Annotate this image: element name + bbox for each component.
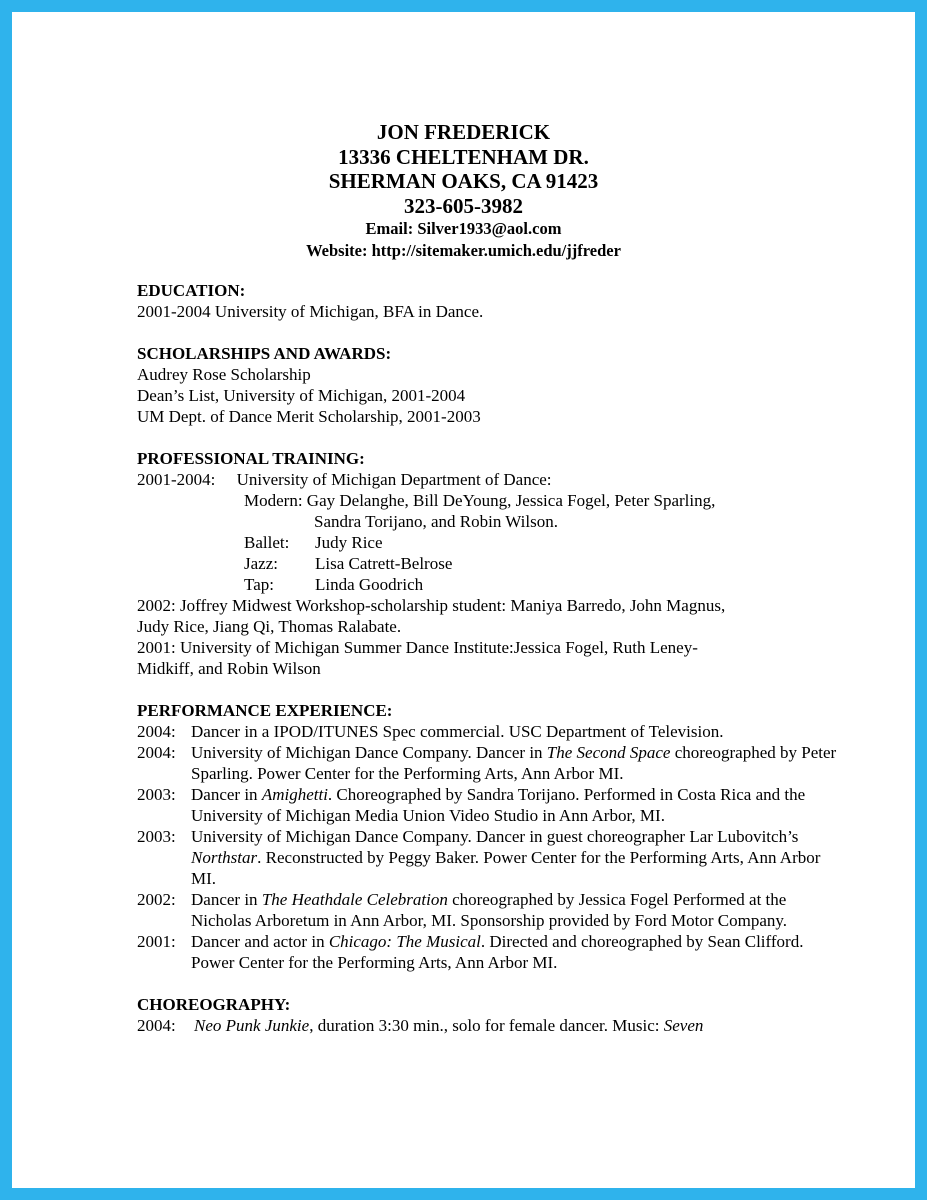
phone-number: 323-605-3982 [404,193,523,218]
education-title: EDUCATION: [137,281,246,300]
training-tap-row [137,574,837,595]
work-title: Neo Punk Junkie [194,1016,310,1035]
entry-text: Dancer and actor in Chicago: The Musical. Directed and choreographed by Sean Clifford. Power Center for the Performing Arts, Ann Arbor MI. [191,932,804,972]
entry-text: University of Michigan Dance Company. Dancer in The Second Space choreographed by Peter Sparling. Power Center for the Performing Arts, Ann Arbor MI. [191,743,837,783]
entry-year: 2004: [137,722,176,741]
entry-year: 2001: [137,932,176,951]
ballet-teacher: Judy Rice [315,533,383,552]
training-year: 2001-2004: [137,470,216,489]
entry-year: 2003: [137,785,176,804]
resume-page [12,12,915,1188]
work-title: Chicago: The Musical [328,932,481,951]
choreography-entry [137,1015,837,1036]
work-title: Northstar [191,848,258,867]
training-ballet-row [137,532,837,553]
awards-title: SCHOLARSHIPS AND AWARDS: [137,344,392,363]
tap-label: Tap: [244,575,274,594]
entry-text: Neo Punk Junkie, duration 3:30 min., solo for female dancer. Music: Seven [194,1016,704,1035]
email-line: Email: Silver1933@aol.com [365,219,562,238]
training-title: PROFESSIONAL TRAINING: [137,449,365,468]
performance-entry [137,784,837,826]
award-item: UM Dept. of Dance Merit Scholarship, 2001-2003 [137,407,481,426]
performance-entry [137,931,837,973]
entry-year: 2004: [137,1016,176,1035]
joffrey-line-cont: Judy Rice, Jiang Qi, Thomas Ralabate. [137,617,402,636]
website-line: Website: http://sitemaker.umich.edu/jjfreder [306,241,621,260]
street-address: 13336 CHELTENHAM DR. [338,144,589,169]
resume-body [137,280,837,1036]
entry-year: 2002: [137,890,176,909]
entry-year: 2003: [137,827,176,846]
award-item: Audrey Rose Scholarship [137,365,311,384]
modern-label: Modern: [244,491,303,510]
award-item: Dean’s List, University of Michigan, 2001-2004 [137,386,466,405]
work-title: The Second Space [546,743,671,762]
performance-entry [137,742,837,784]
resume-header [12,120,915,262]
jazz-teacher: Lisa Catrett-Belrose [315,554,453,573]
entry-text: Dancer in The Heathdale Celebration choreographed by Jessica Fogel Performed at the Nicholas Arboretum in Ann Arbor, MI. Sponsorship provided by Ford Motor Company. [191,890,788,930]
tap-teacher: Linda Goodrich [315,575,424,594]
ballet-label: Ballet: [244,533,290,552]
education-line: 2001-2004 University of Michigan, BFA in Dance. [137,302,484,321]
entry-text: University of Michigan Dance Company. Dancer in guest choreographer Lar Lubovitch’s Northstar. Reconstructed by Peggy Baker. Power Center for the Performing Arts, Ann Arbor MI. [191,827,821,888]
music-title: Seven [663,1016,704,1035]
training-jazz-row [137,553,837,574]
performance-entry [137,826,837,889]
entry-text: Dancer in Amighetti. Choreographed by Sandra Torijano. Performed in Costa Rica and the University of Michigan Media Union Video Studio in Ann Arbor, MI. [191,785,806,825]
choreography-title: CHOREOGRAPHY: [137,995,291,1014]
training-michigan-row [137,469,837,490]
modern-teachers: Gay Delanghe, Bill DeYoung, Jessica Fogel, Peter Sparling, [306,491,716,510]
modern-teachers-cont: Sandra Torijano, and Robin Wilson. [314,512,558,531]
performance-entry [137,721,837,742]
joffrey-line: 2002: Joffrey Midwest Workshop-scholarship student: Maniya Barredo, John Magnus, [137,596,726,615]
performance-title: PERFORMANCE EXPERIENCE: [137,701,393,720]
jazz-label: Jazz: [244,554,278,573]
work-title: The Heathdale Celebration [261,890,448,909]
summer-line: 2001: University of Michigan Summer Dance Institute:Jessica Fogel, Ruth Leney- [137,638,698,657]
entry-text: Dancer in a IPOD/ITUNES Spec commercial. USC Department of Television. [191,722,724,741]
candidate-name: JON FREDERICK [376,120,551,144]
performance-entry [137,889,837,931]
work-title: Amighetti [261,785,328,804]
training-modern-row [137,490,837,511]
entry-year: 2004: [137,743,176,762]
summer-line-cont: Midkiff, and Robin Wilson [137,659,321,678]
training-school: University of Michigan Department of Dance: [236,470,552,489]
city-state-zip: SHERMAN OAKS, CA 91423 [328,169,599,193]
